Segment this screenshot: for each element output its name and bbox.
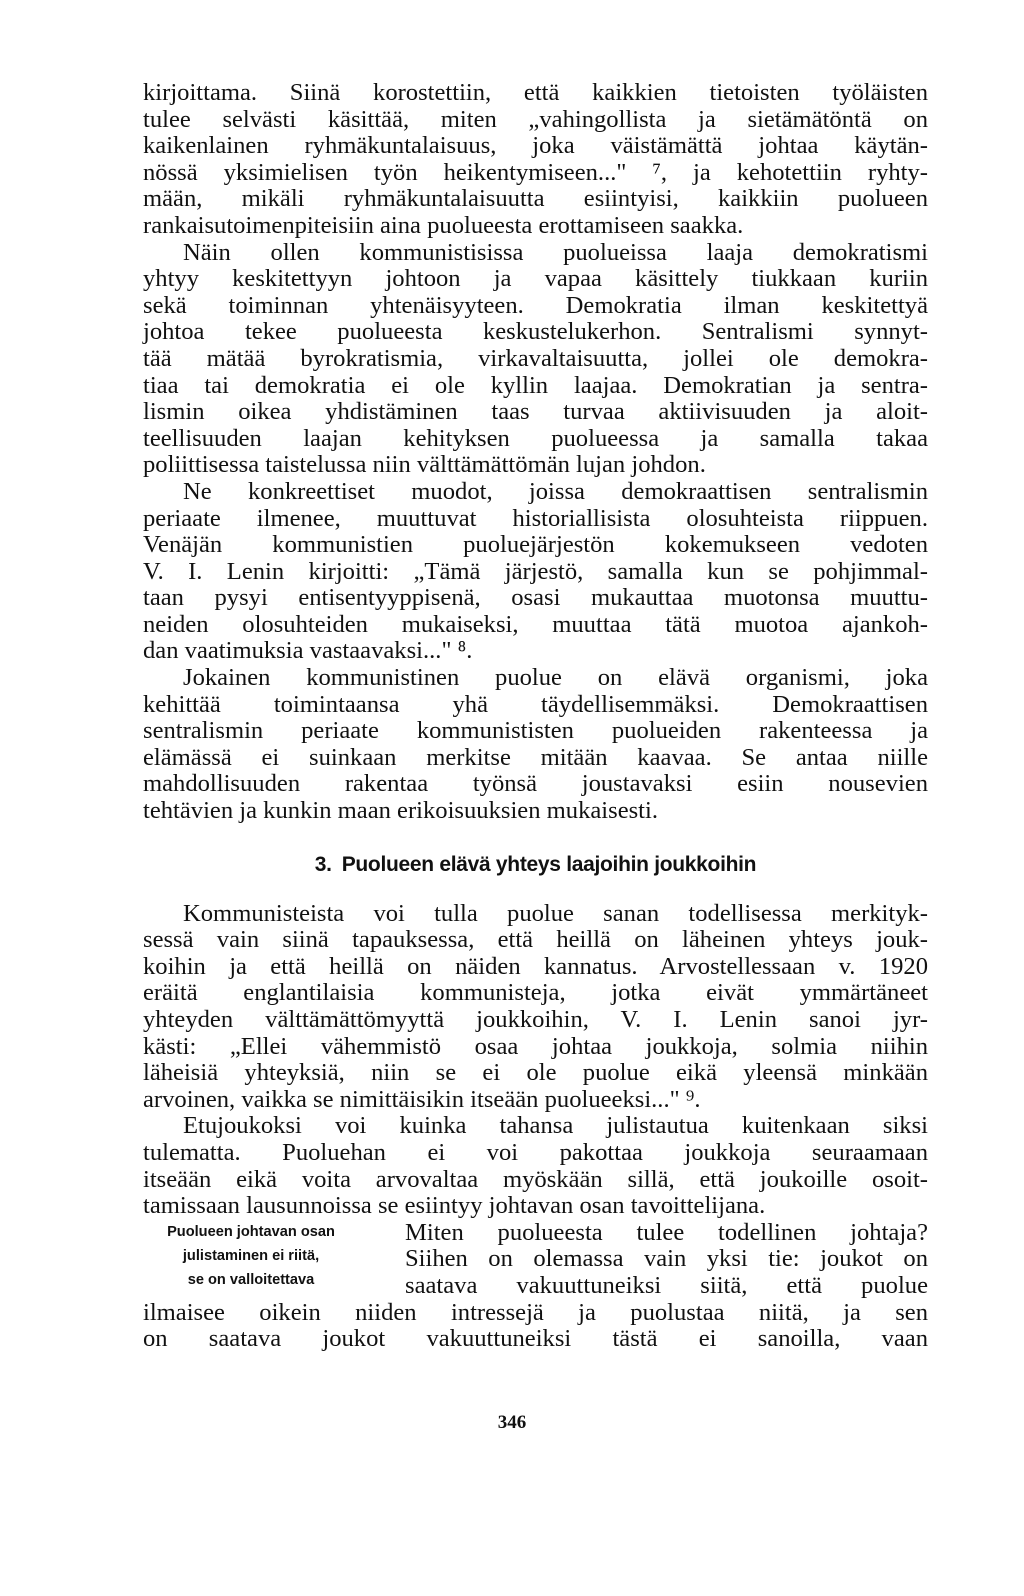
section-title: Puolueen elävä yhteys laajoihin joukkoihin <box>341 852 757 876</box>
text-line: sentralismin periaate kommunististen puolueiden rakenteessa ja <box>143 717 928 745</box>
text-line: tehtävien ja kunkin maan erikoisuuksien mukaisesti. <box>143 797 658 825</box>
margin-note-line: se on valloitettava <box>187 1271 315 1288</box>
text-line: kirjoittama. Siinä korostettiin, että kaikkien tietoisten työläisten <box>143 79 928 106</box>
paragraph-democracy-centralism <box>143 240 928 479</box>
text-line: V. I. Lenin kirjoitti: „Tämä järjestö, samalla kun se pohjimmal- <box>143 557 928 585</box>
text-line: ilmaisee oikein niiden intressejä ja puolustaa niitä, ja sen <box>143 1298 928 1326</box>
text-line: Etujoukoksi voi kuinka tahansa julistautua kuitenkaan siksi <box>183 1112 928 1140</box>
text-line: neiden olosuhteiden mukaiseksi, muuttaa tätä muotoa ajankoh- <box>143 610 928 638</box>
section-number: 3. <box>314 852 332 876</box>
text-line: arvoinen, vaikka se nimittäisikin itseään puolueeksi..." ⁹. <box>143 1085 701 1113</box>
text-line: teellisuuden laajan kehityksen puolueessa ja samalla takaa <box>143 424 928 452</box>
text-line: tulematta. Puoluehan ei voi pakottaa joukkoja seuraamaan <box>143 1138 928 1166</box>
text-line: tää mätää byrokratismia, virkavaltaisuutta, jollei ole demokra- <box>143 344 928 372</box>
text-line: Venäjän kommunistien puoluejärjestön kokemukseen vedoten <box>143 531 928 559</box>
paragraph-living-organism <box>143 665 928 825</box>
text-line: mään, mikäli ryhmäkuntalaisuutta esiintyisi, kaikkiin puolueen <box>143 185 928 213</box>
text-line: yhtyy keskitettyyn johtoon ja vapaa käsittely tiukkaan kuriin <box>143 265 928 293</box>
text-line: tamissaan lausunnoissa se esiintyy johtavan osan tavoittelijana. <box>143 1192 766 1220</box>
text-line: on saatava joukot vakuuttuneiksi tästä ei sanoilla, vaan <box>143 1325 928 1353</box>
text-line: läheisiä yhteyksiä, niin se ei ole puolue eikä yleensä minkään <box>143 1059 928 1087</box>
text-line: Kommunisteista voi tulla puolue sanan todellisessa merkityk- <box>183 899 928 927</box>
text-line: rankaisutoimenpiteisiin aina puolueesta erottamiseen saakka. <box>143 211 744 239</box>
text-line: sessä vain siinä tapauksessa, että heillä on läheinen yhteys jouk- <box>143 926 928 954</box>
page-body <box>143 80 928 1353</box>
text-line: Miten puolueesta tulee todellinen johtaja? <box>405 1218 928 1246</box>
text-line: periaate ilmenee, muuttuvat historiallisista olosuhteista riippuen. <box>143 504 928 532</box>
text-line: mahdollisuuden rakentaa työnsä joustavaksi esiin nousevien <box>143 770 928 798</box>
paragraph-leadership-full <box>143 1300 928 1353</box>
text-line: Siihen on olemassa vain yksi tie: joukot on <box>405 1245 928 1273</box>
text-line: Näin ollen kommunistisissa puolueissa laaja demokratismi <box>183 238 928 266</box>
text-line: tiaa tai demokratia ei ole kyllin laajaa. Demokratian ja sentra- <box>143 371 928 399</box>
text-line: poliittisessa taistelussa niin välttämättömän lujan johdon. <box>143 451 706 479</box>
text-line: koihin ja että heillä on näiden kannatus. Arvostellessaan v. 1920 <box>143 952 928 980</box>
text-line: tulee selvästi käsittää, miten „vahingollista ja sietämätöntä on <box>143 105 928 133</box>
margin-note <box>131 1220 371 1292</box>
text-line: elämässä ei suinkaan merkitse mitään kaavaa. Se antaa niille <box>143 743 928 771</box>
text-line: Jokainen kommunistinen puolue on elävä organismi, joka <box>183 664 928 692</box>
text-line: taan pysyi entisentyyppisenä, osasi mukauttaa muotonsa muuttu- <box>143 584 928 612</box>
paragraph-masses-link <box>143 901 928 1114</box>
text-line: kaikenlainen ryhmäkuntalaisuus, joka väistämättä johtaa käytän- <box>143 132 928 160</box>
text-line: dan vaatimuksia vastaavaksi..." ⁸. <box>143 637 473 665</box>
text-line: kästi: „Ellei vähemmistö osaa johtaa joukkoja, solmia niihin <box>143 1032 928 1060</box>
text-line: Ne konkreettiset muodot, joissa demokraattisen sentralismin <box>183 477 928 505</box>
text-line: yhteyden välttämättömyyttä joukkoihin, V. I. Lenin sanoi jyr- <box>143 1006 928 1033</box>
text-line: saatava vakuuttuneiksi siitä, että puolue <box>405 1271 928 1299</box>
text-line: lismin oikea yhdistäminen taas turvaa aktiivisuuden ja aloit- <box>143 398 928 426</box>
margin-note-line: Puolueen johtavan osan <box>167 1223 335 1240</box>
paragraph-continuation <box>143 80 928 240</box>
margin-note-line: julistaminen ei riitä, <box>182 1247 320 1264</box>
text-line: kehittää toimintaansa yhä täydellisemmäksi. Demokraattisen <box>143 690 928 718</box>
section-heading <box>143 853 928 877</box>
text-line: itseään eikä voita arvovaltaa myöskään sillä, että joukoille osoit- <box>143 1165 928 1193</box>
text-line: johtoa tekee puolueesta keskustelukerhon. Sentralismi synnyt- <box>143 318 928 346</box>
text-line: eräitä englantilaisia kommunisteja, jotka eivät ymmärtäneet <box>143 979 928 1007</box>
paragraph-vanguard <box>143 1113 928 1219</box>
text-line: sekä toiminnan yhtenäisyyteen. Demokratia ilman keskitettyä <box>143 291 928 319</box>
paragraph-concrete-forms <box>143 479 928 665</box>
page-number: 346 <box>497 1412 527 1433</box>
text-line: nössä yksimielisen työn heikentymiseen..." ⁷, ja kehotettiin ryhty- <box>143 158 928 186</box>
margin-note-block <box>143 1220 928 1300</box>
